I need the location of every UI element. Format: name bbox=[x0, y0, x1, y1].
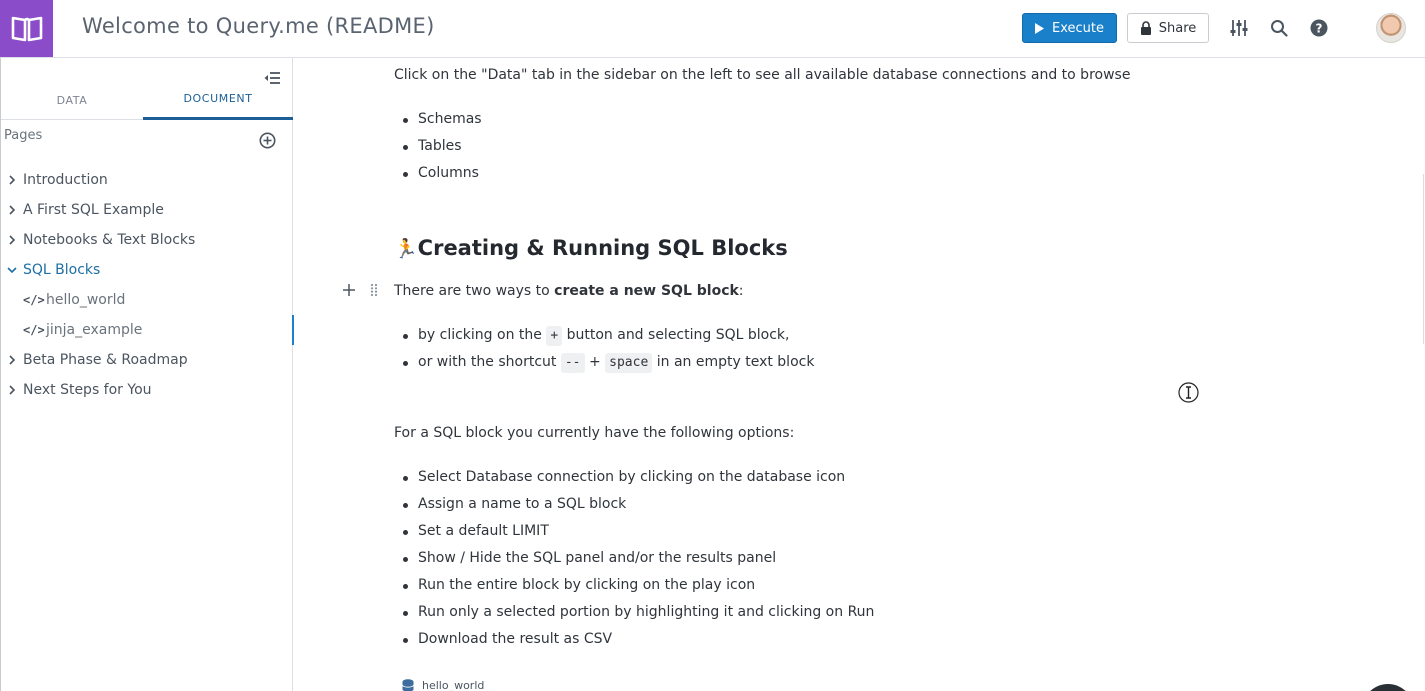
tree-item-next-steps[interactable] bbox=[1, 375, 293, 405]
chevron-right-icon[interactable] bbox=[1, 235, 23, 245]
help-icon[interactable] bbox=[1309, 18, 1329, 38]
tree-item-label: hello_world bbox=[46, 292, 126, 308]
list-item[interactable]: Show / Hide the SQL panel and/or the results panel bbox=[394, 545, 874, 572]
options-list bbox=[394, 464, 874, 653]
tree-item-label: Introduction bbox=[23, 172, 108, 188]
ways-paragraph[interactable] bbox=[394, 283, 744, 299]
user-avatar[interactable] bbox=[1376, 13, 1406, 43]
tree-item-first-sql-example[interactable] bbox=[1, 195, 293, 225]
list-item[interactable]: Download the result as CSV bbox=[394, 626, 874, 653]
list-item[interactable]: Assign a name to a SQL block bbox=[394, 491, 874, 518]
book-icon bbox=[11, 15, 43, 43]
list-item[interactable]: Tables bbox=[394, 133, 482, 160]
tree-item-label: Next Steps for You bbox=[23, 382, 152, 398]
list-item[interactable] bbox=[394, 322, 814, 349]
runner-emoji: 🏃 bbox=[394, 237, 418, 260]
list-item[interactable]: Run only a selected portion by highlighting it and clicking on Run bbox=[394, 599, 874, 626]
list-item[interactable]: Schemas bbox=[394, 106, 482, 133]
tree-item-introduction[interactable] bbox=[1, 165, 293, 195]
item-text: or with the shortcut bbox=[418, 354, 561, 370]
tree-item-hello-world[interactable] bbox=[1, 285, 293, 315]
pages-label: Pages bbox=[4, 128, 43, 143]
document-title[interactable]: Welcome to Query.me (README) bbox=[82, 14, 435, 38]
drag-handle-icon[interactable] bbox=[370, 283, 378, 297]
sliders-icon[interactable] bbox=[1229, 18, 1249, 38]
plus-icon[interactable] bbox=[342, 283, 356, 297]
options-paragraph[interactable]: For a SQL block you currently have the following options: bbox=[394, 425, 795, 441]
tree-item-label: jinja_example bbox=[46, 322, 143, 338]
browse-list bbox=[394, 106, 482, 187]
list-item[interactable] bbox=[394, 349, 814, 376]
sql-block-name: hello_world bbox=[422, 679, 485, 691]
kbd-space: space bbox=[605, 353, 652, 373]
chevron-right-icon[interactable] bbox=[1, 205, 23, 215]
list-item[interactable]: Set a default LIMIT bbox=[394, 518, 874, 545]
tree-item-sql-blocks[interactable] bbox=[1, 255, 293, 285]
tree-item-label: SQL Blocks bbox=[23, 262, 101, 278]
list-item[interactable]: Select Database connection by clicking on the database icon bbox=[394, 464, 874, 491]
chevron-right-icon[interactable] bbox=[1, 355, 23, 365]
item-text: in an empty text block bbox=[652, 354, 815, 370]
chevron-right-icon[interactable] bbox=[1, 175, 23, 185]
document-area bbox=[294, 58, 1425, 691]
tree-item-beta-phase[interactable] bbox=[1, 345, 293, 375]
chevron-down-icon[interactable] bbox=[1, 266, 23, 274]
page-tree bbox=[1, 165, 293, 405]
tab-document[interactable]: DOCUMENT bbox=[143, 80, 293, 120]
execute-button[interactable] bbox=[1022, 13, 1117, 43]
tree-item-label: Beta Phase & Roadmap bbox=[23, 352, 188, 368]
heading-text: Creating & Running SQL Blocks bbox=[417, 236, 788, 260]
top-bar bbox=[0, 0, 1425, 58]
chat-widget-button[interactable] bbox=[1362, 684, 1414, 691]
code-icon: </> bbox=[23, 293, 45, 307]
list-item[interactable]: Run the entire block by clicking on the play icon bbox=[394, 572, 874, 599]
database-icon bbox=[402, 679, 414, 691]
sidebar-tabs bbox=[1, 80, 293, 120]
search-icon[interactable] bbox=[1269, 18, 1289, 38]
intro-paragraph[interactable]: Click on the "Data" tab in the sidebar on the left to see all available database connections and to browse bbox=[394, 67, 1131, 83]
share-label: Share bbox=[1158, 20, 1197, 36]
block-controls bbox=[342, 283, 378, 297]
code-icon: </> bbox=[23, 323, 45, 337]
section-heading[interactable] bbox=[394, 236, 788, 260]
tree-item-label: A First SQL Example bbox=[23, 202, 164, 218]
add-circle-icon[interactable] bbox=[259, 132, 276, 149]
ways-list bbox=[394, 322, 814, 376]
item-text: button and selecting SQL block, bbox=[562, 327, 790, 343]
tree-item-notebooks[interactable] bbox=[1, 225, 293, 255]
tab-data[interactable]: DATA bbox=[56, 93, 88, 107]
text-cursor-icon bbox=[1178, 382, 1199, 403]
tree-item-label: Notebooks & Text Blocks bbox=[23, 232, 196, 248]
sidebar bbox=[0, 58, 293, 691]
lock-icon bbox=[1140, 21, 1152, 35]
share-button[interactable] bbox=[1127, 13, 1209, 43]
chevron-right-icon[interactable] bbox=[1, 385, 23, 395]
app-logo[interactable] bbox=[0, 0, 53, 57]
play-icon bbox=[1035, 23, 1044, 34]
ways-text-suffix: : bbox=[738, 283, 744, 299]
scrollbar[interactable] bbox=[1423, 174, 1424, 344]
item-text: + bbox=[584, 354, 606, 370]
ways-text-bold: create a new SQL block bbox=[554, 283, 739, 299]
ways-text: There are two ways to bbox=[394, 283, 555, 299]
kbd-plus: + bbox=[546, 326, 562, 346]
sql-block-header[interactable] bbox=[402, 679, 484, 691]
list-item[interactable]: Columns bbox=[394, 160, 482, 187]
execute-label: Execute bbox=[1052, 20, 1104, 36]
item-text: by clicking on the bbox=[418, 327, 547, 343]
tree-item-jinja-example[interactable] bbox=[1, 315, 293, 345]
svg-text:?: ? bbox=[1315, 21, 1323, 36]
kbd-dashes: -- bbox=[561, 353, 585, 373]
